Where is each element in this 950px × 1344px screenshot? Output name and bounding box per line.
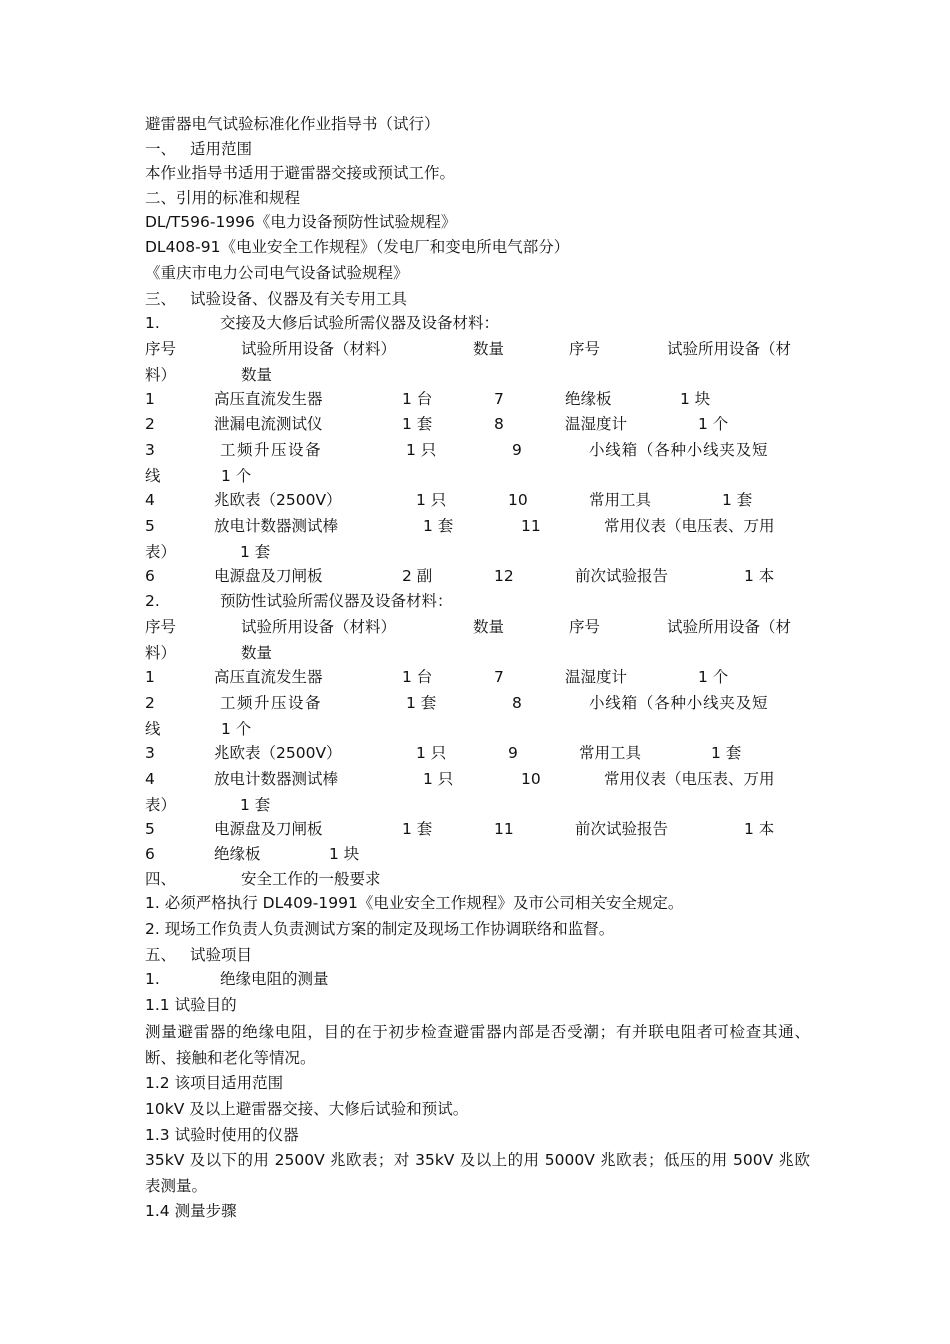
reference-item: DL/T596-1996《电力设备预防性试验规程》 bbox=[145, 213, 457, 232]
requirement-item: 2. 现场工作负责人负责测试方案的制定及现场工作协调联络和监督。 bbox=[145, 919, 615, 938]
table-row-cont: 线 1 个 bbox=[145, 466, 252, 485]
subsection-1-4-title: 1.4 测量步骤 bbox=[145, 1202, 237, 1221]
section-4-heading: 四、 安全工作的一般要求 bbox=[145, 869, 381, 888]
table-1-header: 序号 试验所用设备（材料） 数量 序号 试验所用设备（材 bbox=[145, 339, 792, 358]
subsection-1-3-title: 1.3 试验时使用的仪器 bbox=[145, 1125, 299, 1144]
table-row: 6 电源盘及刀闸板 2 副 12 前次试验报告 1 本 bbox=[145, 567, 775, 586]
table-row: 2 工频升压设备 1 套 8 小线箱（各种小线夹及短 bbox=[145, 693, 769, 712]
subsection-1-1-title: 1.1 试验目的 bbox=[145, 996, 237, 1015]
table-row-cont: 线 1 个 bbox=[145, 719, 252, 738]
table-row: 2 泄漏电流测试仪 1 套 8 温湿度计 1 个 bbox=[145, 414, 729, 433]
table-row: 3 兆欧表（2500V） 1 只 9 常用工具 1 套 bbox=[145, 744, 742, 763]
doc-title: 避雷器电气试验标准化作业指导书（试行） bbox=[145, 115, 440, 133]
section-5-heading: 五、 试验项目 bbox=[145, 945, 253, 964]
section-3-heading: 三、 试验设备、仪器及有关专用工具 bbox=[145, 289, 408, 308]
table-2-header: 序号 试验所用设备（材料） 数量 序号 试验所用设备（材 bbox=[145, 617, 792, 636]
table-row-cont: 表） 1 套 bbox=[145, 542, 271, 561]
table-row: 3 工频升压设备 1 只 9 小线箱（各种小线夹及短 bbox=[145, 440, 769, 459]
table-2-title: 2. 预防性试验所需仪器及设备材料： bbox=[145, 591, 453, 610]
subsection-1-1-text: 测量避雷器的绝缘电阻，目的在于初步检查避雷器内部是否受潮；有并联电阻者可检查其通、断、接触和老化等情况。 bbox=[145, 1023, 810, 1068]
table-row: 4 放电计数器测试棒 1 只 10 常用仪表（电压表、万用 bbox=[145, 769, 775, 788]
section-1-text: 本作业指导书适用于避雷器交接或预试工作。 bbox=[145, 164, 456, 183]
reference-item: DL408-91《电业安全工作规程》（发电厂和变电所电气部分） bbox=[145, 237, 570, 256]
reference-item: 《重庆市电力公司电气设备试验规程》 bbox=[145, 263, 409, 282]
subsection-1-2-text: 10kV 及以上避雷器交接、大修后试验和预试。 bbox=[145, 1099, 469, 1118]
table-row: 5 电源盘及刀闸板 1 套 11 前次试验报告 1 本 bbox=[145, 820, 775, 839]
table-row: 1 高压直流发生器 1 台 7 温湿度计 1 个 bbox=[145, 668, 729, 687]
section-2-heading: 二、引用的标准和规程 bbox=[145, 188, 301, 207]
table-2-header-cont: 料） 数量 bbox=[145, 643, 273, 662]
document-body bbox=[145, 112, 810, 1224]
table-row: 5 放电计数器测试棒 1 套 11 常用仪表（电压表、万用 bbox=[145, 516, 775, 535]
table-row-cont: 表） 1 套 bbox=[145, 795, 271, 814]
table-row: 4 兆欧表（2500V） 1 只 10 常用工具 1 套 bbox=[145, 491, 753, 510]
table-row: 6 绝缘板 1 块 bbox=[145, 845, 360, 864]
table-row: 1 高压直流发生器 1 台 7 绝缘板 1 块 bbox=[145, 390, 711, 409]
section-1-heading: 一、 适用范围 bbox=[145, 139, 253, 158]
subsection-1-3-text: 35kV 及以下的用 2500V 兆欧表；对 35kV 及以上的用 5000V 兆欧表；低压的用 500V 兆欧表测量。 bbox=[145, 1151, 810, 1196]
subsection-1-2-title: 1.2 该项目适用范围 bbox=[145, 1074, 284, 1093]
subsection-heading: 1. 绝缘电阻的测量 bbox=[145, 970, 329, 989]
table-1-title: 1. 交接及大修后试验所需仪器及设备材料： bbox=[145, 314, 500, 333]
table-1-header-cont: 料） 数量 bbox=[145, 365, 273, 384]
requirement-item: 1. 必须严格执行 DL409-1991《电业安全工作规程》及市公司相关安全规定。 bbox=[145, 894, 684, 913]
